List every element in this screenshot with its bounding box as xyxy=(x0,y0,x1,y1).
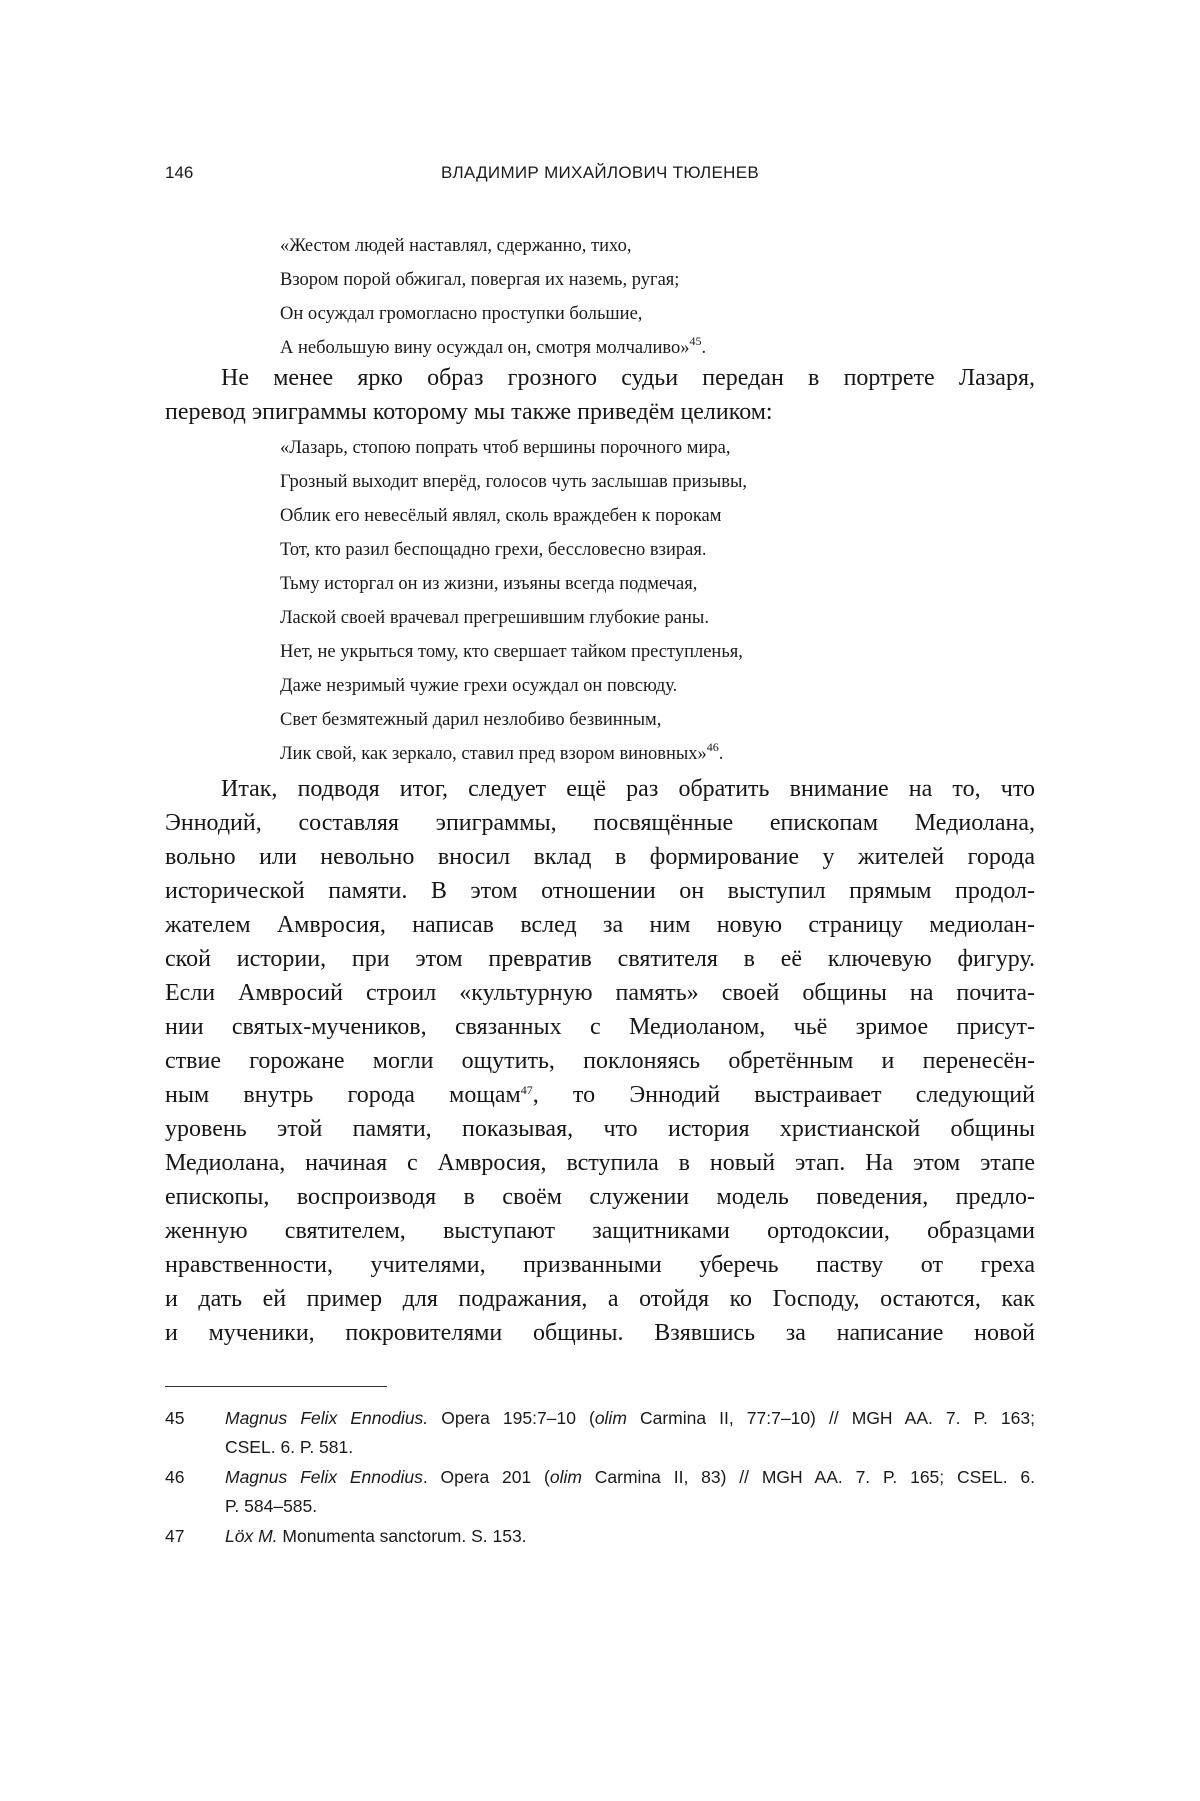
verse-line: Тьму исторгал он из жизни, изъяны всегда подмечая, xyxy=(280,574,698,594)
verse-line: Облик его невесёлый являл, сколь враждебен к порокам xyxy=(280,506,722,526)
verse-line: Лаской своей врачевал прегрешившим глубокие раны. xyxy=(280,608,709,628)
footnote-author: Magnus Felix Ennodius. xyxy=(225,1408,429,1428)
paragraph-line: и мученики, покровителями общины. Взявшись за написание новой xyxy=(165,1320,1035,1346)
footnote-line xyxy=(225,1522,1035,1551)
verse-line xyxy=(280,737,747,771)
paragraph-line: Не менее ярко образ грозного судьи передан в портрете Лазаря, xyxy=(221,365,1035,391)
footnote-text: Carmina II, 77:7–10) // MGH AA. 7. P. 163; xyxy=(626,1408,1035,1428)
footnote-author: Magnus Felix Ennodius xyxy=(225,1467,423,1487)
epigram-quote-1 xyxy=(280,229,706,365)
verse-line: Даже незримый чужие грехи осуждал он повсюду. xyxy=(280,676,678,696)
footnote-text: Opera 195:7–10 ( xyxy=(428,1408,595,1428)
epigram-quote-2 xyxy=(280,431,747,771)
footnote-line: P. 584–585. xyxy=(225,1496,318,1516)
verse-line: «Жестом людей наставлял, сдержанно, тихо, xyxy=(280,236,632,256)
footnote-divider xyxy=(165,1386,387,1387)
footnote-author: Löx M. xyxy=(225,1526,278,1546)
verse-line: Нет, не укрыться тому, кто свершает тайком преступленья, xyxy=(280,642,743,662)
paragraph-line: уровень этой памяти, показывая, что история христианской общины xyxy=(165,1116,1035,1142)
paragraph-line: нии святых-мучеников, связанных с Медиоланом, чьё зримое присут- xyxy=(165,1014,1035,1040)
footnote-46 xyxy=(165,1463,1035,1521)
footnote-ref-46[interactable]: 46 xyxy=(706,740,719,754)
footnotes xyxy=(165,1404,1035,1552)
footnote-line xyxy=(225,1463,1035,1492)
verse-line: Он осуждал громогласно проступки большие, xyxy=(280,304,643,324)
paragraph-line-text: ным внутрь города мощам xyxy=(165,1082,521,1108)
paragraph-line: ствие горожане могли ощутить, поклоняясь обретённым и перенесён- xyxy=(165,1048,1035,1074)
footnote-number: 47 xyxy=(165,1526,185,1546)
verse-line: Свет безмятежный дарил незлобиво безвинным, xyxy=(280,710,662,730)
verse-line: Тот, кто разил беспощадно грехи, бессловесно взирая. xyxy=(280,540,707,560)
paragraph-line-text: , то Эннодий выстраивает следующий xyxy=(532,1082,1035,1108)
paragraph-line: Если Амвросий строил «культурную память» своей общины на почита- xyxy=(165,980,1035,1006)
paragraph-2 xyxy=(165,772,1035,1350)
footnote-45 xyxy=(165,1404,1035,1462)
verse-end-punct: . xyxy=(718,744,724,764)
footnote-47 xyxy=(165,1522,1035,1551)
verse-end-punct: . xyxy=(701,338,707,358)
paragraph-line: и дать ей пример для подражания, а отойдя ко Господу, остаются, как xyxy=(165,1286,1035,1312)
running-title: ВЛАДИМИР МИХАЙЛОВИЧ ТЮЛЕНЕВ xyxy=(441,163,759,182)
footnote-ref-45[interactable]: 45 xyxy=(689,334,702,348)
paragraph-line: жателем Амвросия, написав вслед за ним новую страницу медиолан- xyxy=(165,912,1035,938)
paragraph-line: нравственности, учителями, призванными уберечь паству от греха xyxy=(165,1252,1035,1278)
verse-line: Грозный выходит вперёд, голосов чуть заслышав призывы, xyxy=(280,472,747,492)
paragraph-line: Медиолана, начиная с Амвросия, вступила в новый этап. На этом этапе xyxy=(165,1150,1035,1176)
footnote-line xyxy=(225,1404,1035,1433)
verse-line: «Лазарь, стопою попрать чтоб вершины порочного мира, xyxy=(280,438,731,458)
paragraph-line: исторической памяти. В этом отношении он выступил прямым продол- xyxy=(165,878,1035,904)
paragraph-1 xyxy=(165,361,1035,429)
footnote-line: CSEL. 6. P. 581. xyxy=(225,1437,354,1457)
paragraph-line: вольно или невольно вносил вклад в формирование у жителей города xyxy=(165,844,1035,870)
paragraph-line xyxy=(165,1078,1035,1112)
footnote-number: 46 xyxy=(165,1467,185,1487)
footnote-text: . Opera 201 ( xyxy=(422,1467,550,1487)
verse-line xyxy=(280,331,706,365)
paragraph-line: женную святителем, выступают защитниками ортодоксии, образцами xyxy=(165,1218,1035,1244)
paragraph-line: перевод эпиграммы которому мы также приведём целиком: xyxy=(165,399,773,425)
paragraph-line: ской истории, при этом превратив святителя в её ключевую фигуру. xyxy=(165,946,1035,972)
footnote-number: 45 xyxy=(165,1408,185,1428)
verse-line: Взором порой обжигал, повергая их наземь, ругая; xyxy=(280,270,680,290)
footnote-text: Carmina II, 83) // MGH AA. 7. P. 165; CSEL. 6. xyxy=(581,1467,1035,1487)
verse-line-text: Лик свой, как зеркало, ставил пред взором виновных» xyxy=(280,744,707,764)
running-head xyxy=(165,160,1035,186)
footnote-ref-47[interactable]: 47 xyxy=(520,1083,533,1097)
paragraph-line: Итак, подводя итог, следует ещё раз обратить внимание на то, что xyxy=(221,776,1035,802)
footnote-olim: olim xyxy=(549,1467,582,1487)
footnote-text: Monumenta sanctorum. S. 153. xyxy=(277,1526,527,1546)
footnote-olim: olim xyxy=(594,1408,627,1428)
page-number: 146 xyxy=(165,163,194,182)
paragraph-line: епископы, воспроизводя в своём служении модель поведения, предло- xyxy=(165,1184,1035,1210)
verse-line-text: А небольшую вину осуждал он, смотря молчаливо» xyxy=(280,338,690,358)
paragraph-line: Эннодий, составляя эпиграммы, посвящённые епископам Медиолана, xyxy=(165,810,1035,836)
